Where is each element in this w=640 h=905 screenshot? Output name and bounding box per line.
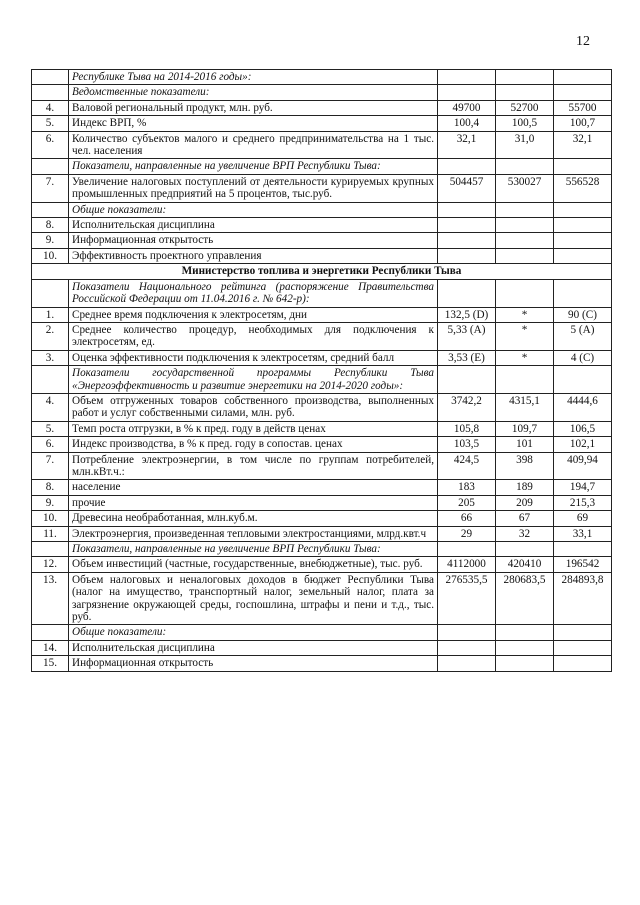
- value-year-1: 205: [438, 495, 496, 510]
- row-number: 9.: [32, 495, 69, 510]
- group-heading-row: [32, 159, 612, 174]
- page-number: 12: [576, 34, 590, 49]
- value-year-2: 31,0: [496, 131, 554, 159]
- row-number: 12.: [32, 557, 69, 572]
- group-heading-row: [32, 366, 612, 394]
- row-number: 9.: [32, 233, 69, 248]
- value-year-2: 67: [496, 511, 554, 526]
- indicator-name: население: [69, 480, 438, 495]
- group-heading-row: [32, 625, 612, 640]
- group-heading: Показатели Национального рейтинга (распоряжение Правительства Российской Федерации от 11.04.2016 г. № 642-р):: [69, 279, 438, 307]
- table-row: [32, 557, 612, 572]
- value-cell: [496, 159, 554, 174]
- row-number: 4.: [32, 100, 69, 115]
- value-year-2: *: [496, 307, 554, 322]
- value-year-3: [554, 640, 612, 655]
- group-heading-row: [32, 202, 612, 217]
- value-year-2: 280683,5: [496, 572, 554, 625]
- value-year-2: 32: [496, 526, 554, 541]
- row-number: 7.: [32, 452, 69, 480]
- value-year-3: 100,7: [554, 116, 612, 131]
- value-year-2: [496, 218, 554, 233]
- value-cell: [554, 366, 612, 394]
- row-number: 11.: [32, 526, 69, 541]
- value-year-2: 109,7: [496, 421, 554, 436]
- value-year-3: [554, 218, 612, 233]
- value-cell: [554, 159, 612, 174]
- value-cell: [496, 366, 554, 394]
- table-row: [32, 174, 612, 202]
- row-number: 10.: [32, 248, 69, 263]
- group-heading: Ведомственные показатели:: [69, 85, 438, 100]
- row-number: 7.: [32, 174, 69, 202]
- value-year-3: [554, 248, 612, 263]
- value-year-1: 183: [438, 480, 496, 495]
- value-cell: [554, 85, 612, 100]
- value-year-3: 196542: [554, 557, 612, 572]
- indicator-name: Оценка эффективности подключения к электросетям, средний балл: [69, 350, 438, 365]
- value-year-1: 132,5 (D): [438, 307, 496, 322]
- value-year-2: 52700: [496, 100, 554, 115]
- value-cell: [554, 625, 612, 640]
- indicators-table: [31, 69, 612, 672]
- group-heading-row: [32, 85, 612, 100]
- value-year-1: 49700: [438, 100, 496, 115]
- value-year-1: [438, 248, 496, 263]
- row-number: 5.: [32, 421, 69, 436]
- table-row: [32, 656, 612, 671]
- row-number: 5.: [32, 116, 69, 131]
- table-row: [32, 526, 612, 541]
- indicator-name: Исполнительская дисциплина: [69, 218, 438, 233]
- value-year-3: 33,1: [554, 526, 612, 541]
- value-year-3: 556528: [554, 174, 612, 202]
- row-number-cell: [32, 202, 69, 217]
- value-year-1: [438, 656, 496, 671]
- value-year-3: 5 (А): [554, 322, 612, 350]
- indicator-name: Потребление электроэнергии, в том числе по группам потребителей, млн.кВт.ч.:: [69, 452, 438, 480]
- value-year-2: *: [496, 350, 554, 365]
- value-year-1: 103,5: [438, 437, 496, 452]
- value-year-2: 398: [496, 452, 554, 480]
- table-row: [32, 322, 612, 350]
- value-cell: [438, 85, 496, 100]
- value-year-1: 3742,2: [438, 393, 496, 421]
- value-year-3: [554, 656, 612, 671]
- value-year-3: 215,3: [554, 495, 612, 510]
- table-row: [32, 307, 612, 322]
- value-year-2: [496, 656, 554, 671]
- row-number: 3.: [32, 350, 69, 365]
- value-year-3: 4 (С): [554, 350, 612, 365]
- value-cell: [554, 202, 612, 217]
- indicator-name: прочие: [69, 495, 438, 510]
- value-year-3: 55700: [554, 100, 612, 115]
- value-year-2: [496, 248, 554, 263]
- value-year-3: 409,94: [554, 452, 612, 480]
- indicator-name: Среднее количество процедур, необходимых для подключения к электросетям, ед.: [69, 322, 438, 350]
- row-number: 6.: [32, 131, 69, 159]
- value-year-2: 420410: [496, 557, 554, 572]
- value-year-1: [438, 640, 496, 655]
- value-year-1: 105,8: [438, 421, 496, 436]
- row-number: 2.: [32, 322, 69, 350]
- row-number-cell: [32, 159, 69, 174]
- value-cell: [554, 542, 612, 557]
- indicator-name: Эффективность проектного управления: [69, 248, 438, 263]
- value-year-1: 100,4: [438, 116, 496, 131]
- section-heading-row: [32, 264, 612, 279]
- value-cell: [438, 625, 496, 640]
- value-year-2: 209: [496, 495, 554, 510]
- row-number-cell: [32, 542, 69, 557]
- value-year-1: [438, 233, 496, 248]
- table-row: [32, 421, 612, 436]
- table-row: [32, 452, 612, 480]
- value-cell: [496, 625, 554, 640]
- row-number-cell: [32, 279, 69, 307]
- row-number-cell: [32, 625, 69, 640]
- row-number: 8.: [32, 480, 69, 495]
- value-year-1: 5,33 (А): [438, 322, 496, 350]
- value-cell: [438, 70, 496, 85]
- value-year-1: 4112000: [438, 557, 496, 572]
- value-year-1: 504457: [438, 174, 496, 202]
- value-year-2: 100,5: [496, 116, 554, 131]
- row-number: 8.: [32, 218, 69, 233]
- value-cell: [438, 202, 496, 217]
- indicator-name: Увеличение налоговых поступлений от деятельности курируемых крупных промышленных предприятий на 5 процентов, тыс.руб.: [69, 174, 438, 202]
- indicator-name: Исполнительская дисциплина: [69, 640, 438, 655]
- value-year-3: 90 (С): [554, 307, 612, 322]
- indicator-name: Темп роста отгрузки, в % к пред. году в действ ценах: [69, 421, 438, 436]
- value-year-3: 102,1: [554, 437, 612, 452]
- indicator-name: Среднее время подключения к электросетям, дни: [69, 307, 438, 322]
- row-number: 4.: [32, 393, 69, 421]
- indicator-name: Объем инвестиций (частные, государственные, внебюджетные), тыс. руб.: [69, 557, 438, 572]
- value-year-1: 3,53 (Е): [438, 350, 496, 365]
- value-year-3: 194,7: [554, 480, 612, 495]
- value-cell: [554, 70, 612, 85]
- indicator-name: Индекс ВРП, %: [69, 116, 438, 131]
- value-year-1: 66: [438, 511, 496, 526]
- group-heading: Показатели, направленные на увеличение ВРП Республики Тыва:: [69, 159, 438, 174]
- group-heading: Общие показатели:: [69, 625, 438, 640]
- value-cell: [438, 542, 496, 557]
- table-row: [32, 218, 612, 233]
- group-heading: Показатели, направленные на увеличение ВРП Республики Тыва:: [69, 542, 438, 557]
- table-row: [32, 131, 612, 159]
- row-number: 14.: [32, 640, 69, 655]
- group-heading: Общие показатели:: [69, 202, 438, 217]
- table-row: [32, 248, 612, 263]
- table-row: [32, 100, 612, 115]
- group-heading: Республике Тыва на 2014-2016 годы»:: [69, 70, 438, 85]
- indicator-name: Валовой региональный продукт, млн. руб.: [69, 100, 438, 115]
- value-year-2: [496, 640, 554, 655]
- value-year-3: 32,1: [554, 131, 612, 159]
- value-year-1: 29: [438, 526, 496, 541]
- value-year-1: 276535,5: [438, 572, 496, 625]
- table-row: [32, 640, 612, 655]
- table-row: [32, 511, 612, 526]
- table-row: [32, 393, 612, 421]
- value-cell: [554, 279, 612, 307]
- value-cell: [496, 202, 554, 217]
- indicator-name: Древесина необработанная, млн.куб.м.: [69, 511, 438, 526]
- value-cell: [496, 279, 554, 307]
- value-year-2: *: [496, 322, 554, 350]
- value-year-1: 424,5: [438, 452, 496, 480]
- indicator-name: Информационная открытость: [69, 233, 438, 248]
- value-year-3: 4444,6: [554, 393, 612, 421]
- row-number: 13.: [32, 572, 69, 625]
- table-row: [32, 350, 612, 365]
- value-year-2: 101: [496, 437, 554, 452]
- value-cell: [496, 85, 554, 100]
- row-number-cell: [32, 366, 69, 394]
- indicator-name: Индекс производства, в % к пред. году в сопостав. ценах: [69, 437, 438, 452]
- value-year-3: 106,5: [554, 421, 612, 436]
- indicator-name: Информационная открытость: [69, 656, 438, 671]
- value-year-2: 4315,1: [496, 393, 554, 421]
- section-title: Министерство топлива и энергетики Республики Тыва: [32, 264, 612, 279]
- indicator-name: Электроэнергия, произведенная тепловыми электростанциями, млрд.квт.ч: [69, 526, 438, 541]
- row-number: 15.: [32, 656, 69, 671]
- group-heading-row: [32, 542, 612, 557]
- value-year-2: [496, 233, 554, 248]
- table-row: [32, 480, 612, 495]
- table-row: [32, 572, 612, 625]
- table-row: [32, 437, 612, 452]
- row-number: 1.: [32, 307, 69, 322]
- table-row: [32, 233, 612, 248]
- row-number-cell: [32, 70, 69, 85]
- value-year-2: 530027: [496, 174, 554, 202]
- group-heading-row: [32, 70, 612, 85]
- value-cell: [438, 366, 496, 394]
- indicator-name: Объем налоговых и неналоговых доходов в бюджет Республики Тыва (налог на имущество, транспортный налог, земельный налог, плата за загрязнение окружающей среды, госпошлина, штрафы и пени и т.д., тыс. руб.: [69, 572, 438, 625]
- table-row: [32, 116, 612, 131]
- value-year-1: [438, 218, 496, 233]
- value-year-2: 189: [496, 480, 554, 495]
- group-heading-row: [32, 279, 612, 307]
- value-cell: [438, 159, 496, 174]
- group-heading: Показатели государственной программы Республики Тыва «Энергоэффективность и развитие энергетики на 2014-2020 годы»:: [69, 366, 438, 394]
- value-year-3: 284893,8: [554, 572, 612, 625]
- table-row: [32, 495, 612, 510]
- value-cell: [496, 542, 554, 557]
- row-number: 10.: [32, 511, 69, 526]
- value-year-3: 69: [554, 511, 612, 526]
- value-cell: [496, 70, 554, 85]
- value-cell: [438, 279, 496, 307]
- row-number: 6.: [32, 437, 69, 452]
- value-year-3: [554, 233, 612, 248]
- value-year-1: 32,1: [438, 131, 496, 159]
- row-number-cell: [32, 85, 69, 100]
- indicator-name: Количество субъектов малого и среднего предпринимательства на 1 тыс. чел. населения: [69, 131, 438, 159]
- indicator-name: Объем отгруженных товаров собственного производства, выполненных работ и услуг собственными силами, млн. руб.: [69, 393, 438, 421]
